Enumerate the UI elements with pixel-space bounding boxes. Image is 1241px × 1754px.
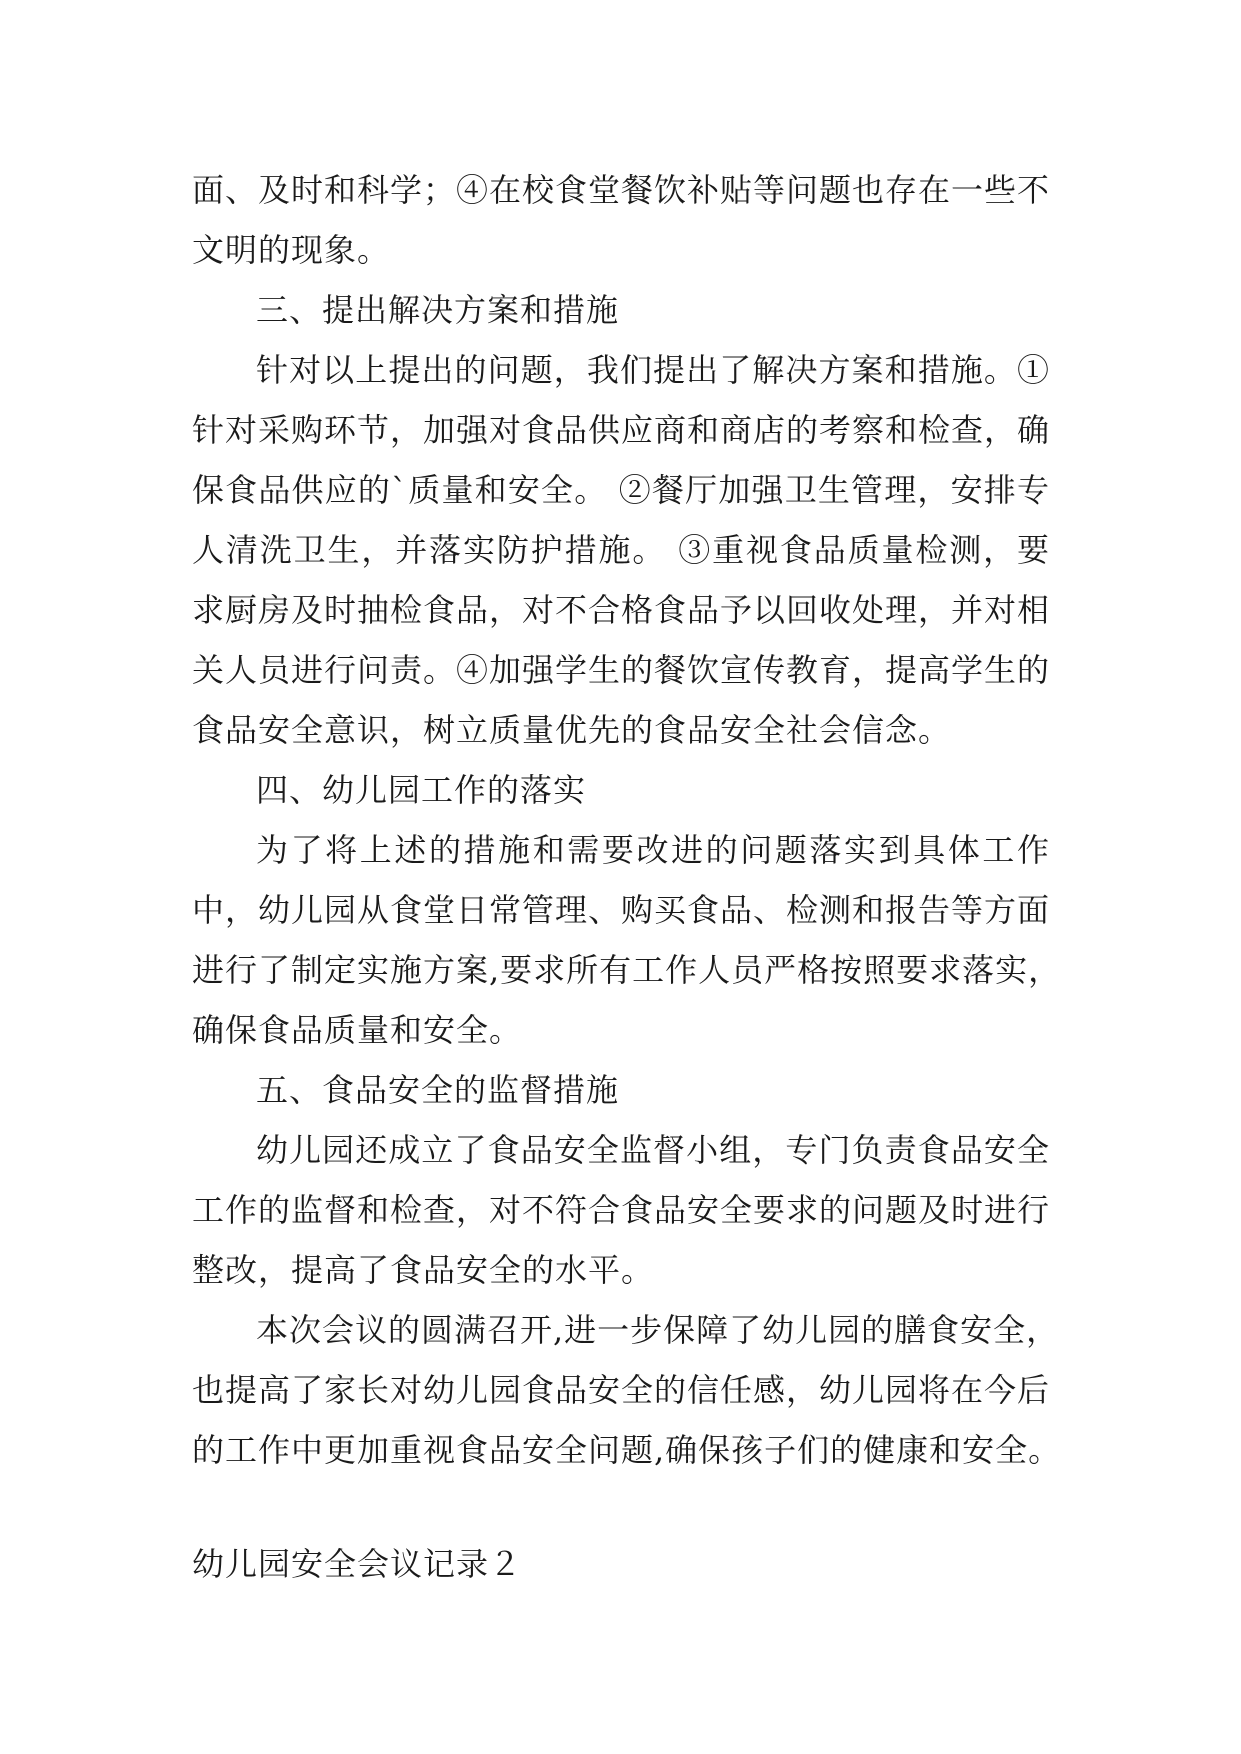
text-line: 本次会议的圆满召开,进一步保障了幼儿园的膳食安全，: [256, 1311, 1060, 1349]
paragraph-continuation: [192, 160, 1050, 280]
text-line: 保食品供应的`质量和安全。 ②餐厅加强卫生管理，安排专: [192, 471, 1050, 509]
text-line: 的工作中更加重视食品安全问题,确保孩子们的健康和安全。: [192, 1431, 1062, 1469]
document-page: [192, 160, 1062, 1594]
text-line: 整改，提高了食品安全的水平。: [192, 1251, 655, 1289]
next-document-title: 幼儿园安全会议记录２: [192, 1545, 523, 1583]
text-line: 面、及时和科学；④在校食堂餐饮补贴等问题也存在一些不: [192, 171, 1051, 209]
paragraph-solutions: [192, 340, 1050, 760]
section-heading-5: 五、食品安全的监督措施: [256, 1071, 620, 1109]
section-gap: [192, 1480, 1050, 1534]
text-line: 食品安全意识，树立质量优先的食品安全社会信念。: [192, 711, 952, 749]
paragraph-supervision: [192, 1120, 1050, 1300]
text-line: 针对采购环节，加强对食品供应商和商店的考察和检查，确: [192, 411, 1051, 449]
paragraph-closing: [192, 1300, 1062, 1480]
section-heading-4: 四、幼儿园工作的落实: [256, 771, 587, 809]
text-line: 关人员进行问责。④加强学生的餐饮宣传教育，提高学生的: [192, 651, 1051, 689]
text-line: 幼儿园还成立了食品安全监督小组，专门负责食品安全: [256, 1131, 1050, 1169]
text-line: 工作的监督和检查，对不符合食品安全要求的问题及时进行: [192, 1191, 1051, 1229]
text-line: 针对以上提出的问题，我们提出了解决方案和措施。①: [256, 351, 1050, 389]
text-line: 人清洗卫生，并落实防护措施。 ③重视食品质量检测，要: [192, 531, 1050, 569]
text-line: 为了将上述的措施和需要改进的问题落实到具体工作: [256, 831, 1050, 869]
text-line: 中，幼儿园从食堂日常管理、购买食品、检测和报告等方面: [192, 891, 1051, 929]
section-heading-3: 三、提出解决方案和措施: [256, 291, 620, 329]
text-line: 确保食品质量和安全。: [192, 1011, 523, 1049]
text-line: 求厨房及时抽检食品，对不合格食品予以回收处理，并对相: [192, 591, 1051, 629]
paragraph-implementation: [192, 820, 1062, 1060]
text-line: 进行了制定实施方案,要求所有工作人员严格按照要求落实，: [192, 951, 1062, 989]
text-line: 文明的现象。: [192, 231, 391, 269]
text-line: 也提高了家长对幼儿园食品安全的信任感，幼儿园将在今后: [192, 1371, 1051, 1409]
